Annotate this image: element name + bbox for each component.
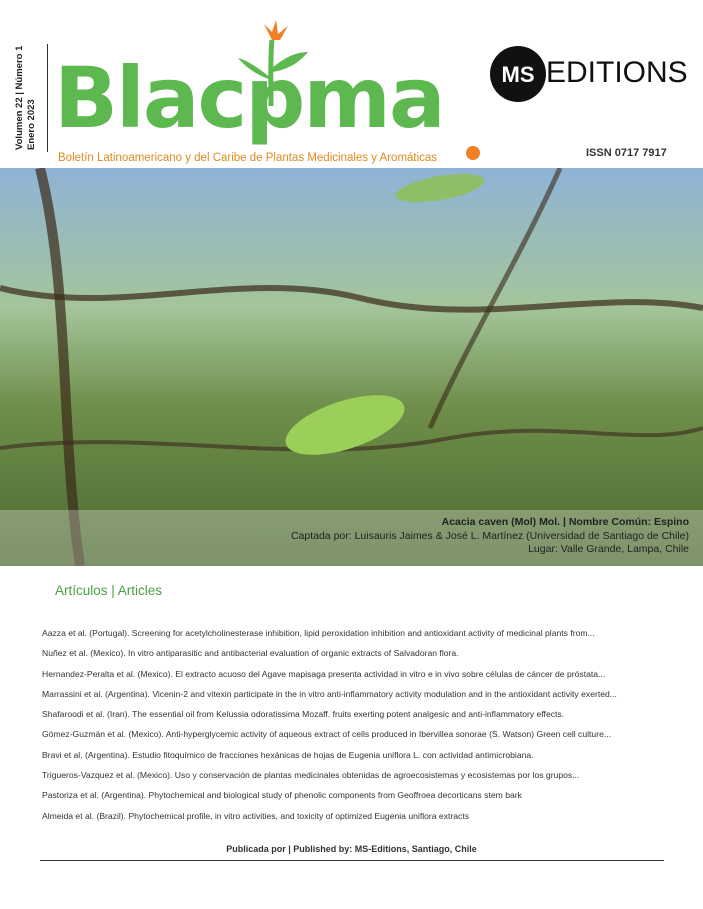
issue-date: Enero 2023 [26, 99, 37, 150]
acacia-branch-illustration [0, 168, 703, 566]
publisher-footer: Publicada por | Published by: MS-Editions, Santiago, Chile [226, 844, 477, 854]
cover-photo [0, 168, 703, 566]
journal-logo-wordmark: Blacpma [54, 49, 444, 147]
article-item[interactable]: Aazza et al. (Portugal). Screening for acetylcholinesterase inhibition, lipid peroxidation inhibition and antioxidant activity of medicinal plants from... [42, 628, 595, 638]
section-title: Artículos | Articles [55, 583, 163, 598]
ms-editions-logo [490, 46, 688, 106]
article-item[interactable]: Shafaroodi et al. (Iran). The essential oil from Kelussia odoratissima Mozaff. fruits exerting potent analgesic and anti-inflammatory effects. [42, 709, 565, 720]
caption-title: Acacia caven (Mol) Mol. | Nombre Común: Espino [441, 516, 689, 528]
article-item[interactable]: Gómez-Guzmán et al. (Mexico). Anti-hyperglycemic activity of aqueous extract of cells produced in Ibervillea sonorae (S. Watson) Green cell culture... [42, 729, 612, 740]
article-item[interactable]: Bravi et al. (Argentina). Estudio fitoquímico de fracciones hexánicas de hojas de Eugenia uniflora L. con actividad antimicrobiana. [42, 749, 534, 760]
article-item[interactable]: Pastoriza et al. (Argentina). Phytochemical and biological study of phenolic components from Geoffroea decorticans stem bark [42, 790, 522, 801]
article-item[interactable]: Hernandez-Peralta et al. (Mexico). El extracto acuoso del Agave mapisaga presenta actividad in vitro e in vivo sobre células de cáncer de próstata... [42, 668, 606, 679]
article-item[interactable]: Marrassini et al. (Argentina). Vicenin-2 and vitexin participate in the in vitro anti-inflammatory activity modulation and in the antioxidant activity exerted... [42, 688, 617, 699]
logo-dot [466, 146, 480, 160]
issn: ISSN 0717 7917 [586, 147, 667, 159]
article-item[interactable]: Trigueros-Vazquez et al. (Mexico). Uso y conservación de plantas medicinales obtenidas de agroecosistemas y ecosistemas por los grupos... [42, 770, 580, 781]
caption-place: Lugar: Valle Grande, Lampa, Chile [528, 543, 689, 555]
article-item[interactable]: Almeida et al. (Brazil). Phytochemical profile, in vitro activities, and toxicity of optimized Eugenia uniflora extracts [42, 810, 470, 821]
vertical-divider [47, 44, 48, 152]
ms-editions-text: EDITIONS [546, 56, 688, 89]
volume-info [14, 40, 54, 150]
volume-number: Volumen 22 | Número 1 [14, 45, 25, 150]
ms-mark: MS [490, 46, 546, 102]
photo-caption [269, 516, 689, 557]
caption-credit: Captada por: Luisauris Jaimes & José L. Martínez (Universidad de Santiago de Chile) [290, 529, 689, 542]
journal-subtitle: Boletín Latinoamericano y del Caribe de Plantas Medicinales y Aromáticas [58, 152, 438, 164]
article-list [42, 623, 682, 826]
footer-rule [40, 860, 664, 861]
article-item[interactable]: Nuñez et al. (Mexico). In vitro antiparasitic and antibacterial evaluation of organic extracts of Salvadoran flora. [42, 648, 459, 659]
